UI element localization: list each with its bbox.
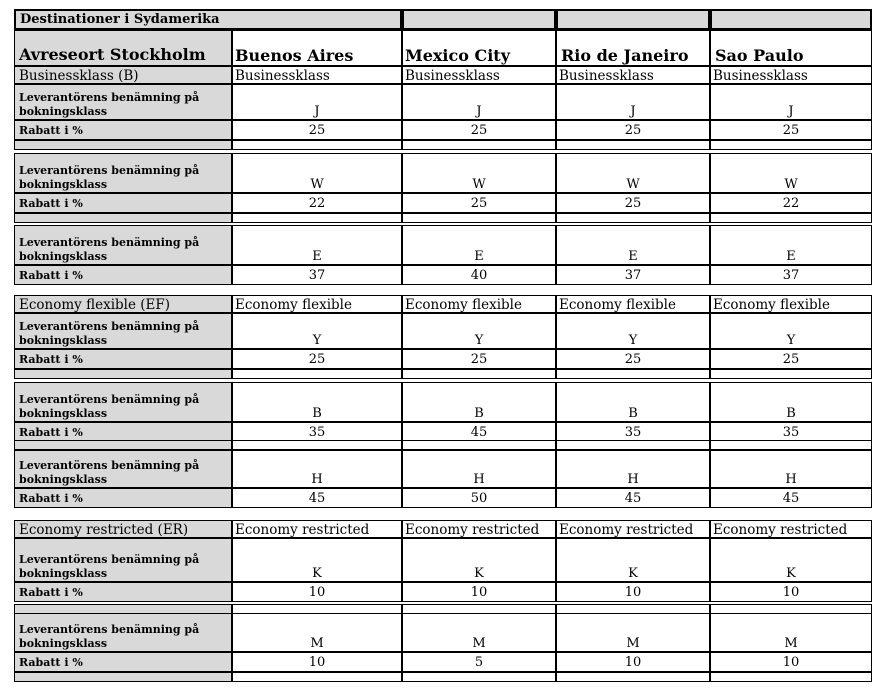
spacer-cell — [710, 672, 872, 682]
booking-class-cell — [232, 225, 402, 265]
booking-class-code: W — [626, 177, 640, 192]
booking-class-cell — [402, 313, 556, 349]
discount-label: Rabatt i % — [19, 586, 83, 599]
booking-class-cell — [402, 610, 556, 652]
spacer-cell — [14, 140, 232, 150]
spacer-cell — [232, 440, 402, 450]
discount-cell — [710, 582, 872, 602]
booking-class-cell — [556, 225, 710, 265]
spacer-cell — [402, 440, 556, 450]
discount-value: 25 — [308, 123, 326, 138]
discount-value: 45 — [782, 491, 800, 506]
booking-class-cell — [556, 382, 710, 422]
booking-class-cell — [232, 153, 402, 193]
booking-class-code: H — [627, 472, 639, 487]
booking-class-label-cell — [14, 225, 232, 265]
booking-class-cell — [710, 382, 872, 422]
discount-cell — [402, 422, 556, 442]
discount-value: 25 — [470, 123, 488, 138]
booking-class-code: K — [312, 566, 322, 581]
booking-class-cell — [710, 84, 872, 120]
discount-cell — [556, 652, 710, 672]
discount-cell — [710, 488, 872, 508]
booking-class-cell — [556, 153, 710, 193]
booking-class-code: B — [474, 406, 484, 421]
discount-cell — [402, 582, 556, 602]
discount-value: 25 — [308, 352, 326, 367]
discount-value: 10 — [624, 585, 642, 600]
discount-value: 45 — [624, 491, 642, 506]
discount-cell — [232, 652, 402, 672]
discount-cell — [710, 265, 872, 285]
section-value: Economy restricted — [405, 522, 540, 538]
booking-class-code: M — [626, 636, 640, 651]
discount-label: Rabatt i % — [19, 353, 83, 366]
section-value: Economy restricted — [713, 522, 848, 538]
city-header-3 — [710, 30, 872, 66]
discount-value: 10 — [624, 655, 642, 670]
discount-value: 50 — [470, 491, 488, 506]
spacer-cell — [402, 140, 556, 150]
spacer-cell — [14, 672, 232, 682]
section-value-cell — [710, 295, 872, 313]
discount-value: 37 — [782, 268, 800, 283]
discount-value: 45 — [308, 491, 326, 506]
booking-class-code: Y — [628, 333, 638, 348]
discount-value: 25 — [624, 123, 642, 138]
discount-cell — [232, 120, 402, 140]
discount-value: 35 — [624, 425, 642, 440]
booking-class-code: J — [314, 104, 320, 119]
discount-label-cell — [14, 265, 232, 285]
section-value: Economy flexible — [713, 297, 830, 313]
section-label-cell — [14, 520, 232, 538]
discount-cell — [556, 349, 710, 369]
booking-class-code: J — [788, 104, 794, 119]
section-value-cell — [556, 520, 710, 538]
booking-class-label-line2: bokningsklass — [19, 407, 108, 420]
discount-cell — [556, 488, 710, 508]
booking-class-code: E — [786, 249, 796, 264]
discount-value: 40 — [470, 268, 488, 283]
discount-cell — [556, 193, 710, 213]
booking-class-code: M — [310, 636, 324, 651]
spacer-cell — [556, 140, 710, 150]
section-value: Businessklass — [405, 68, 500, 84]
spacer-cell — [710, 213, 872, 223]
spacer-cell — [232, 213, 402, 223]
header-box-rio — [556, 9, 710, 30]
booking-class-label-line2: bokningsklass — [19, 105, 108, 118]
booking-class-label-line2: bokningsklass — [19, 250, 108, 263]
discount-cell — [710, 422, 872, 442]
section-value-cell — [232, 66, 402, 84]
section-value: Economy flexible — [405, 297, 522, 313]
booking-class-code: K — [786, 566, 796, 581]
section-value: Economy restricted — [559, 522, 694, 538]
booking-class-label-line1: Leverantörens benämning på — [19, 91, 200, 104]
spacer-cell — [402, 369, 556, 379]
booking-class-code: K — [474, 566, 484, 581]
booking-class-code: H — [785, 472, 797, 487]
booking-class-cell — [556, 610, 710, 652]
booking-class-code: W — [472, 177, 486, 192]
discount-value: 22 — [308, 196, 326, 211]
discount-cell — [232, 193, 402, 213]
booking-class-label-cell — [14, 313, 232, 349]
booking-class-label-cell — [14, 84, 232, 120]
departure-label: Avreseort Stockholm — [19, 45, 206, 64]
booking-class-label-line1: Leverantörens benämning på — [19, 164, 200, 177]
discount-cell — [232, 488, 402, 508]
title-banner — [14, 9, 402, 30]
booking-class-cell — [710, 313, 872, 349]
discount-value: 37 — [624, 268, 642, 283]
section-value-cell — [402, 295, 556, 313]
discount-label: Rabatt i % — [19, 197, 83, 210]
discount-cell — [556, 120, 710, 140]
discount-label: Rabatt i % — [19, 492, 83, 505]
booking-class-cell — [402, 538, 556, 582]
booking-class-cell — [232, 84, 402, 120]
booking-class-cell — [556, 313, 710, 349]
city-header-2 — [556, 30, 710, 66]
booking-class-cell — [232, 382, 402, 422]
discount-cell — [710, 193, 872, 213]
departure-label-cell — [14, 30, 232, 66]
discount-value: 25 — [782, 352, 800, 367]
discount-cell — [556, 582, 710, 602]
booking-class-code: Y — [312, 333, 322, 348]
discount-cell — [232, 582, 402, 602]
discount-value: 45 — [470, 425, 488, 440]
discount-label-cell — [14, 488, 232, 508]
booking-class-label-line2: bokningsklass — [19, 637, 108, 650]
booking-class-code: E — [312, 249, 322, 264]
section-label: Economy flexible (EF) — [19, 297, 171, 313]
discount-label-cell — [14, 582, 232, 602]
booking-class-cell — [232, 538, 402, 582]
discount-value: 25 — [624, 196, 642, 211]
booking-class-code: B — [786, 406, 796, 421]
spacer-cell — [710, 440, 872, 450]
booking-class-code: B — [628, 406, 638, 421]
discount-cell — [402, 488, 556, 508]
booking-class-code: Y — [474, 333, 484, 348]
spacer-cell — [710, 140, 872, 150]
city-header-0 — [232, 30, 402, 66]
booking-class-cell — [402, 225, 556, 265]
city-name: Rio de Janeiro — [561, 46, 689, 65]
booking-class-cell — [232, 610, 402, 652]
booking-class-cell — [402, 450, 556, 488]
discount-value: 10 — [470, 585, 488, 600]
city-name: Mexico City — [405, 46, 510, 65]
booking-class-cell — [556, 538, 710, 582]
discount-cell — [402, 349, 556, 369]
booking-class-label-cell — [14, 450, 232, 488]
booking-class-cell — [710, 153, 872, 193]
spacer-cell — [556, 369, 710, 379]
city-name: Buenos Aires — [235, 46, 354, 65]
booking-class-label-line2: bokningsklass — [19, 567, 108, 580]
section-label-cell — [14, 66, 232, 84]
booking-class-cell — [402, 153, 556, 193]
discount-cell — [402, 120, 556, 140]
section-value-cell — [232, 520, 402, 538]
discount-label: Rabatt i % — [19, 426, 83, 439]
discount-label-cell — [14, 349, 232, 369]
section-value: Economy restricted — [235, 522, 370, 538]
booking-class-code: H — [473, 472, 485, 487]
discount-label: Rabatt i % — [19, 656, 83, 669]
section-value-cell — [402, 520, 556, 538]
spacer-cell — [556, 604, 710, 614]
section-value: Economy flexible — [235, 297, 352, 313]
section-label: Businessklass (B) — [19, 68, 139, 84]
booking-class-code: J — [630, 104, 636, 119]
section-value-cell — [710, 66, 872, 84]
section-value-cell — [556, 295, 710, 313]
discount-value: 25 — [470, 352, 488, 367]
section-value: Economy flexible — [559, 297, 676, 313]
booking-class-cell — [556, 450, 710, 488]
booking-class-code: W — [784, 177, 798, 192]
booking-class-code: J — [476, 104, 482, 119]
discount-label-cell — [14, 193, 232, 213]
discount-value: 10 — [308, 655, 326, 670]
discount-cell — [556, 265, 710, 285]
header-box-saopaulo — [710, 9, 872, 30]
booking-class-label-line1: Leverantörens benämning på — [19, 459, 200, 472]
section-value-cell — [710, 520, 872, 538]
discount-cell — [402, 652, 556, 672]
spacer-cell — [556, 213, 710, 223]
spacer-cell — [14, 369, 232, 379]
spacer-cell — [556, 440, 710, 450]
booking-class-label-cell — [14, 382, 232, 422]
section-value-cell — [556, 66, 710, 84]
booking-class-label-cell — [14, 538, 232, 582]
discount-cell — [232, 349, 402, 369]
booking-class-label-cell — [14, 610, 232, 652]
discount-value: 25 — [470, 196, 488, 211]
discount-cell — [556, 422, 710, 442]
booking-class-label-line1: Leverantörens benämning på — [19, 623, 200, 636]
section-value-cell — [402, 66, 556, 84]
booking-class-label-line1: Leverantörens benämning på — [19, 236, 200, 249]
discount-value: 10 — [782, 585, 800, 600]
discount-label: Rabatt i % — [19, 124, 83, 137]
discount-value: 37 — [308, 268, 326, 283]
spacer-cell — [402, 604, 556, 614]
booking-class-label-line2: bokningsklass — [19, 334, 108, 347]
booking-class-label-line1: Leverantörens benämning på — [19, 393, 200, 406]
booking-class-label-line2: bokningsklass — [19, 178, 108, 191]
discount-value: 5 — [474, 655, 484, 670]
discount-cell — [710, 349, 872, 369]
header-box-mexico — [402, 9, 556, 30]
spacer-cell — [402, 213, 556, 223]
spacer-cell — [14, 440, 232, 450]
spacer-cell — [556, 672, 710, 682]
city-name: Sao Paulo — [715, 46, 804, 65]
spacer-cell — [232, 140, 402, 150]
booking-class-cell — [710, 225, 872, 265]
booking-class-cell — [232, 313, 402, 349]
discount-cell — [232, 422, 402, 442]
section-value-cell — [232, 295, 402, 313]
section-label: Economy restricted (ER) — [19, 522, 189, 538]
section-value: Businessklass — [713, 68, 808, 84]
discount-cell — [402, 265, 556, 285]
city-header-1 — [402, 30, 556, 66]
section-value: Businessklass — [235, 68, 330, 84]
booking-class-code: M — [784, 636, 798, 651]
discount-value: 35 — [308, 425, 326, 440]
booking-class-code: E — [474, 249, 484, 264]
spacer-cell — [232, 672, 402, 682]
spacer-cell — [14, 213, 232, 223]
booking-class-cell — [710, 450, 872, 488]
discount-label-cell — [14, 652, 232, 672]
booking-class-label-line1: Leverantörens benämning på — [19, 320, 200, 333]
section-value: Businessklass — [559, 68, 654, 84]
booking-class-cell — [710, 610, 872, 652]
spacer-cell — [402, 672, 556, 682]
discount-cell — [710, 120, 872, 140]
booking-class-cell — [232, 450, 402, 488]
booking-class-code: W — [310, 177, 324, 192]
booking-class-cell — [402, 84, 556, 120]
booking-class-code: M — [472, 636, 486, 651]
discount-value: 10 — [782, 655, 800, 670]
discount-label-cell — [14, 422, 232, 442]
discount-value: 35 — [782, 425, 800, 440]
spacer-cell — [14, 604, 232, 614]
booking-class-code: Y — [786, 333, 796, 348]
discount-value: 10 — [308, 585, 326, 600]
booking-class-cell — [710, 538, 872, 582]
booking-class-code: K — [628, 566, 638, 581]
booking-class-label-line2: bokningsklass — [19, 473, 108, 486]
booking-class-label-line1: Leverantörens benämning på — [19, 553, 200, 566]
spacer-cell — [232, 604, 402, 614]
spacer-cell — [232, 369, 402, 379]
booking-class-code: H — [311, 472, 323, 487]
discount-cell — [232, 265, 402, 285]
discount-label: Rabatt i % — [19, 269, 83, 282]
section-label-cell — [14, 295, 232, 313]
discount-cell — [710, 652, 872, 672]
discount-value: 22 — [782, 196, 800, 211]
booking-class-cell — [402, 382, 556, 422]
booking-class-label-cell — [14, 153, 232, 193]
discount-value: 25 — [624, 352, 642, 367]
discount-value: 25 — [782, 123, 800, 138]
spacer-cell — [710, 369, 872, 379]
booking-class-code: E — [628, 249, 638, 264]
spacer-cell — [710, 604, 872, 614]
table-title: Destinationer i Sydamerika — [20, 12, 220, 27]
discount-label-cell — [14, 120, 232, 140]
discount-cell — [402, 193, 556, 213]
booking-class-code: B — [312, 406, 322, 421]
booking-class-cell — [556, 84, 710, 120]
